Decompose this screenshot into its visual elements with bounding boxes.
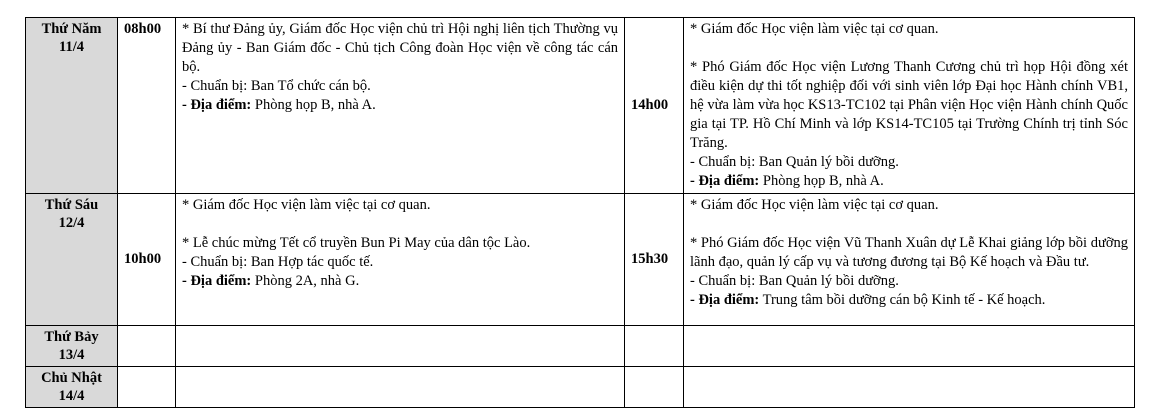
afternoon-time (625, 326, 684, 367)
day-name: Thứ Năm (41, 21, 102, 37)
agenda-item: * Giám đốc Học viện làm việc tại cơ quan. (182, 197, 431, 213)
day-date: 12/4 (58, 215, 85, 231)
location-note (690, 291, 1128, 310)
day-date: 11/4 (59, 39, 84, 55)
afternoon-time: 14h00 (625, 18, 684, 194)
location-value: Phòng họp B, nhà A. (759, 173, 884, 189)
location-label: - Địa điểm: (690, 292, 760, 308)
morning-agenda (176, 326, 625, 367)
agenda-item: * Phó Giám đốc Học viện Vũ Thanh Xuân dự Lễ Khai giảng lớp bồi dưỡng lãnh đạo, quản lý cấp vụ và tương đương tại Bộ Kế hoạch và Đầu tư. (690, 235, 1128, 270)
day-cell (26, 326, 118, 367)
agenda-item: * Lễ chúc mừng Tết cổ truyền Bun Pi May của dân tộc Lào. (182, 235, 531, 251)
schedule-row-thu-6 (26, 194, 1135, 326)
afternoon-time (625, 367, 684, 408)
location-note (182, 96, 618, 115)
morning-time (118, 367, 176, 408)
agenda-item: * Giám đốc Học viện làm việc tại cơ quan. (690, 21, 939, 37)
schedule-row-thu-7 (26, 326, 1135, 367)
day-date: 13/4 (58, 347, 85, 363)
day-name: Thứ Bảy (44, 329, 99, 345)
afternoon-agenda (684, 194, 1135, 326)
morning-agenda (176, 18, 625, 194)
day-name: Thứ Sáu (44, 197, 99, 213)
day-cell (26, 194, 118, 326)
schedule-row-chu-nhat (26, 367, 1135, 408)
location-label: - Địa điểm: (182, 273, 252, 289)
preparation-note: - Chuẩn bị: Ban Tổ chức cán bộ. (182, 78, 371, 94)
location-note (182, 272, 618, 291)
weekly-schedule-table (25, 17, 1135, 408)
morning-time (118, 326, 176, 367)
preparation-note: - Chuẩn bị: Ban Quản lý bồi dưỡng. (690, 273, 899, 289)
afternoon-agenda (684, 367, 1135, 408)
preparation-note: - Chuẩn bị: Ban Hợp tác quốc tế. (182, 254, 374, 270)
morning-agenda (176, 194, 625, 326)
agenda-item: * Giám đốc Học viện làm việc tại cơ quan. (690, 197, 939, 213)
morning-agenda (176, 367, 625, 408)
location-value: Phòng họp B, nhà A. (251, 97, 376, 113)
location-label: - Địa điểm: (690, 173, 760, 189)
day-date: 14/4 (58, 388, 85, 404)
day-cell (26, 367, 118, 408)
agenda-item: * Bí thư Đảng ủy, Giám đốc Học viện chủ trì Hội nghị liên tịch Thường vụ Đảng ủy - Ban Giám đốc - Chủ tịch Công đoàn Học viện về công tác cán bộ. (182, 21, 618, 75)
preparation-note: - Chuẩn bị: Ban Quản lý bồi dưỡng. (690, 154, 899, 170)
morning-time: 10h00 (118, 194, 176, 326)
agenda-item: * Phó Giám đốc Học viện Lương Thanh Cương chủ trì họp Hội đồng xét điều kiện dự thi tốt nghiệp đối với sinh viên lớp Đại học Hành chính VB1, hệ vừa làm vừa học KS13-TC102 tại Phân viện Học viện Hành chính Quốc gia tại TP. Hồ Chí Minh và lớp KS14-TC105 tại Trường Chính trị tỉnh Sóc Trăng. (690, 59, 1128, 151)
location-value: Phòng 2A, nhà G. (251, 273, 360, 289)
schedule-row-thu-5 (26, 18, 1135, 194)
location-note (690, 172, 1128, 191)
afternoon-time: 15h30 (625, 194, 684, 326)
day-name: Chủ Nhật (41, 370, 102, 386)
location-value: Trung tâm bồi dưỡng cán bộ Kinh tế - Kế hoạch. (759, 292, 1046, 308)
morning-time: 08h00 (118, 18, 176, 194)
day-cell (26, 18, 118, 194)
afternoon-agenda (684, 326, 1135, 367)
afternoon-agenda (684, 18, 1135, 194)
location-label: - Địa điểm: (182, 97, 252, 113)
